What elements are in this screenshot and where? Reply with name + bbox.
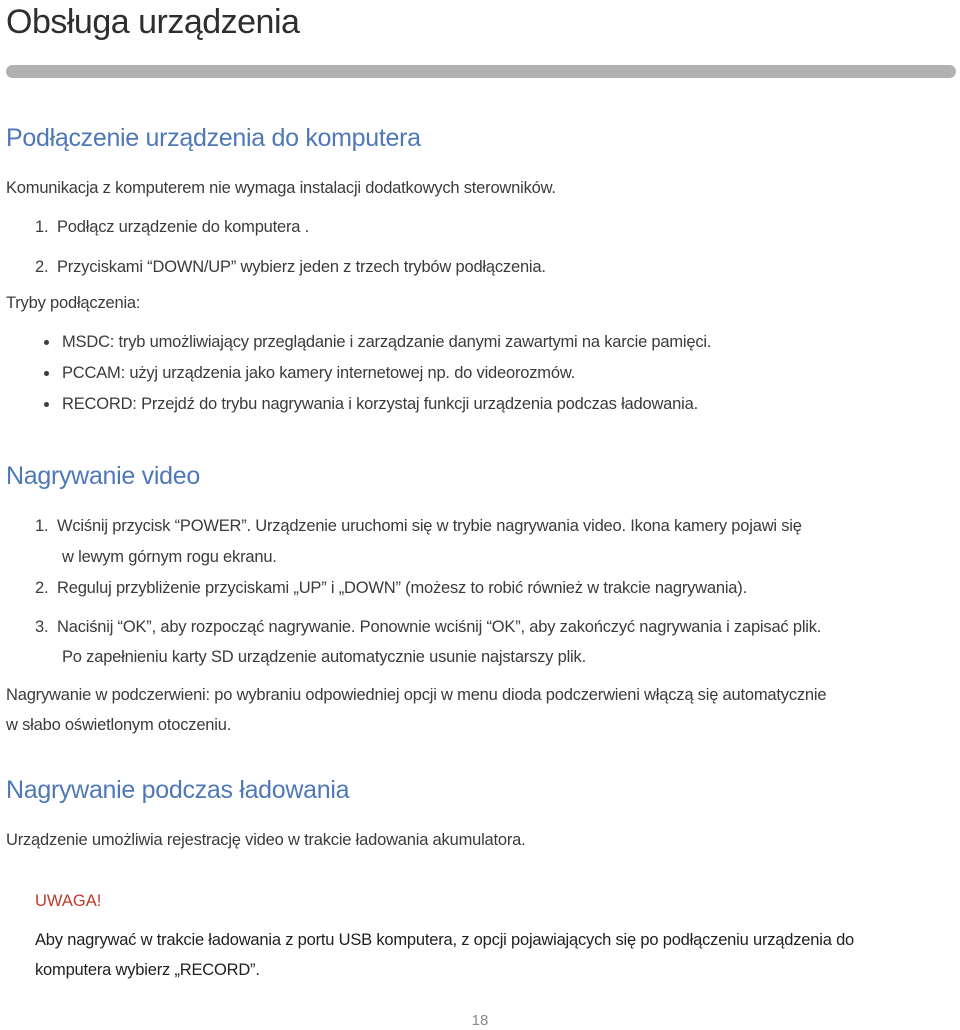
connect-step-2 [35, 257, 546, 277]
mode-item-pccam: PCCAM: użyj urządzenia jako kamery internetowej np. do videorozmów. [62, 364, 576, 382]
connect-intro: Komunikacja z komputerem nie wymaga instalacji dodatkowych sterowników. [6, 179, 556, 197]
step-text: Podłącz urządzenie do komputera . [57, 218, 310, 236]
heading-connect: Podłączenie urządzenia do komputera [6, 124, 421, 152]
connect-step-1 [35, 217, 309, 237]
infrared-note-cont: w słabo oświetlonym otoczeniu. [6, 716, 232, 734]
step-number: 2. [35, 579, 49, 597]
bullet-dot [44, 340, 49, 345]
bullet-dot [44, 371, 49, 376]
title-divider [6, 65, 956, 78]
heading-charging: Nagrywanie podczas ładowania [6, 776, 350, 804]
mode-item-msdc: MSDC: tryb umożliwiający przeglądanie i zarządzanie danymi zawartymi na karcie pamięci. [62, 333, 712, 351]
record-step-3-cont: Po zapełnieniu karty SD urządzenie automatycznie usunie najstarszy plik. [62, 648, 586, 666]
step-number: 1. [35, 517, 49, 535]
step-number: 2. [35, 258, 49, 276]
step-text: Przyciskami “DOWN/UP” wybierz jeden z trzech trybów podłączenia. [57, 258, 546, 276]
modes-label: Tryby podłączenia: [6, 294, 141, 312]
mode-item-record: RECORD: Przejdź do trybu nagrywania i korzystaj funkcji urządzenia podczas ładowania. [62, 395, 698, 413]
step-text: Naciśnij “OK”, aby rozpocząć nagrywanie. Ponownie wciśnij “OK”, aby zakończyć nagrywania i zapisać plik. [57, 618, 822, 636]
record-step-2 [35, 578, 747, 598]
page-number: 18 [471, 1012, 489, 1029]
step-text: Reguluj przybliżenie przyciskami „UP” i „DOWN” (możesz to robić również w trakcie nagrywania). [57, 579, 747, 597]
page-title: Obsługa urządzenia [6, 3, 300, 41]
record-step-3 [35, 617, 821, 637]
step-number: 3. [35, 618, 49, 636]
bullet-dot [44, 402, 49, 407]
step-number: 1. [35, 218, 49, 236]
record-step-1-cont: w lewym górnym rogu ekranu. [62, 548, 277, 566]
record-step-1 [35, 516, 802, 536]
warning-label: UWAGA! [35, 892, 102, 910]
step-text: Wciśnij przycisk “POWER”. Urządzenie uruchomi się w trybie nagrywania video. Ikona kamery pojawi się [57, 517, 802, 535]
infrared-note: Nagrywanie w podczerwieni: po wybraniu odpowiedniej opcji w menu dioda podczerwieni włączą się automatycznie [6, 686, 827, 704]
warning-text-cont: komputera wybierz „RECORD”. [35, 961, 260, 979]
heading-record: Nagrywanie video [6, 462, 200, 490]
warning-text: Aby nagrywać w trakcie ładowania z portu USB komputera, z opcji pojawiających się po podłączeniu urządzenia do [35, 931, 855, 949]
charging-intro: Urządzenie umożliwia rejestrację video w trakcie ładowania akumulatora. [6, 831, 526, 849]
